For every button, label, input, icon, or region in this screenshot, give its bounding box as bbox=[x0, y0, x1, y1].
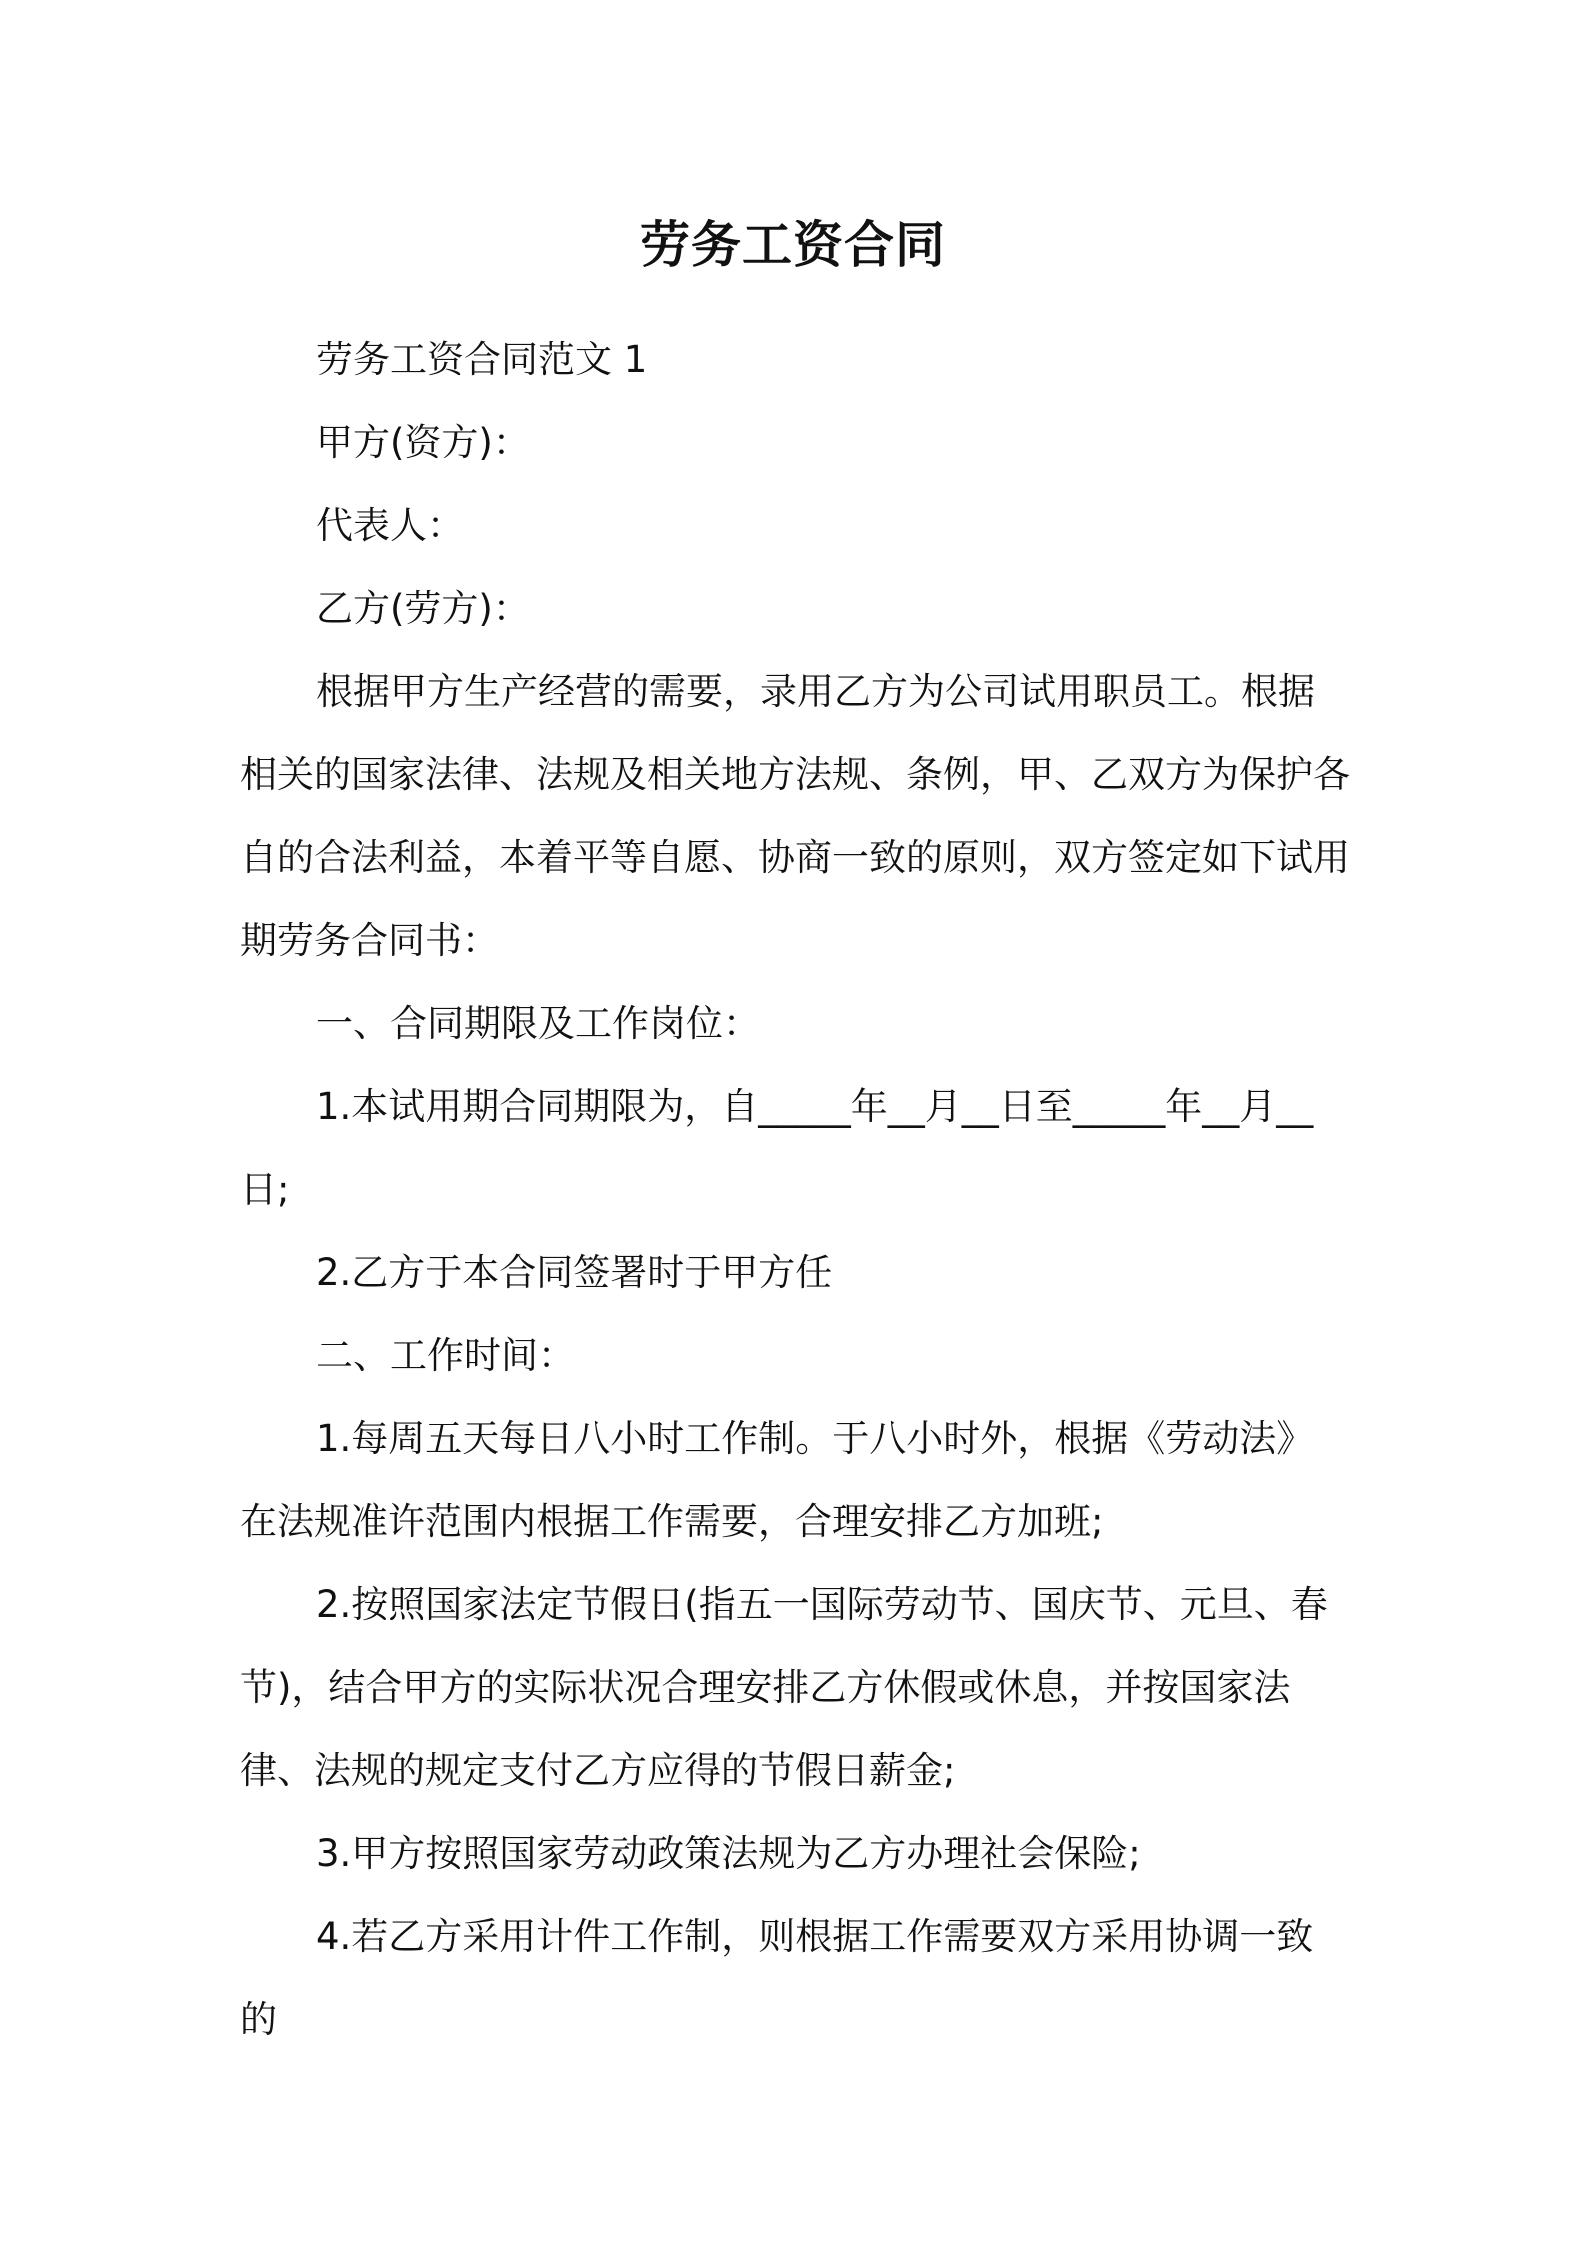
clause-2-1: 1.每周五天每日八小时工作制。于八小时外，根据《劳动法》在法规准许范围内根据工作需要，合理安排乙方加班; bbox=[240, 1417, 1314, 1543]
representative-line: 代表人： bbox=[316, 504, 464, 547]
party-b-line: 乙方(劳方)： bbox=[316, 587, 530, 630]
section-heading-1: 一、合同期限及工作岗位： bbox=[316, 1002, 760, 1045]
clause-2-3: 3.甲方按照国家劳动政策法规为乙方办理社会保险; bbox=[316, 1832, 1141, 1875]
preamble-paragraph: 根据甲方生产经营的需要，录用乙方为公司试用职员工。根据相关的国家法律、法规及相关地方法规、条例，甲、乙双方为保护各自的合法利益，本着平等自愿、协商一致的原则，双方签定如下试用期劳务合同书： bbox=[240, 670, 1350, 962]
subtitle-paragraph: 劳务工资合同范文 1 bbox=[316, 338, 648, 381]
clause-2-2: 2.按照国家法定节假日(指五一国际劳动节、国庆节、元旦、春节)，结合甲方的实际状况合理安排乙方休假或休息，并按国家法律、法规的规定支付乙方应得的节假日薪金; bbox=[240, 1583, 1328, 1792]
clause-2-4: 4.若乙方采用计件工作制，则根据工作需要双方采用协调一致的 bbox=[240, 1915, 1314, 2041]
section-heading-2: 二、工作时间： bbox=[316, 1334, 575, 1377]
clause-1-1: 1.本试用期合同期限为，自_____年__月__日至_____年__月__日; bbox=[240, 1085, 1314, 1211]
clause-1-2: 2.乙方于本合同签署时于甲方任 bbox=[316, 1251, 833, 1294]
party-a-line: 甲方(资方)： bbox=[316, 421, 530, 464]
document-body bbox=[240, 318, 1350, 2061]
document-title: 劳务工资合同 bbox=[640, 216, 946, 274]
